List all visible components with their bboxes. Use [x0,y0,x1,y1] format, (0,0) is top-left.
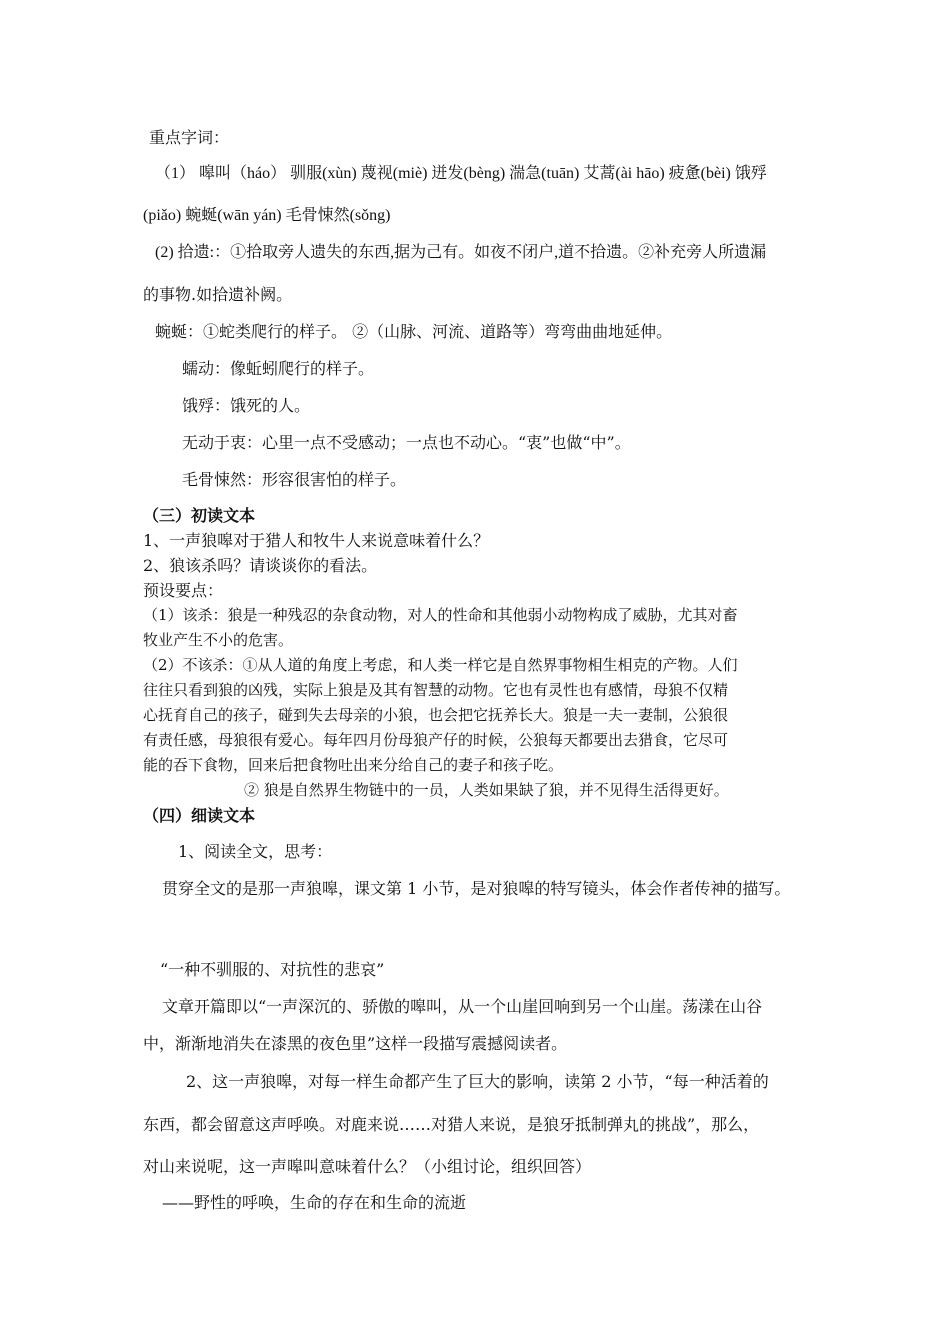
paragraph-line: （1）该杀：狼是一种残忍的杂食动物，对人的性命和其他弱小动物构成了威胁，尤其对畜 [143,606,738,624]
section-heading-key-words: 重点字词： [149,128,230,147]
paragraph-line: 心抚育自己的孩子，碰到失去母亲的小狼，也会把它抚养长大。狼是一夫一妻制，公狼很 [143,706,729,724]
paragraph-line: 的事物.如拾遗补阙。 [143,285,293,304]
definition-line: 蠕动：像蚯蚓爬行的样子。 [182,359,375,378]
paragraph-line: （2）不该杀：①从人道的角度上考虑，和人类一样它是自然界事物相生相克的产物。人们 [143,656,738,674]
question-line: 2、狼该杀吗？请谈谈你的看法。 [143,556,378,575]
paragraph-line: (2) 拾遗:：①拾取旁人遗失的东西,据为己有。如夜不闭户,道不拾遗。②补充旁人所遗漏 [155,244,767,261]
paragraph-line: 预设要点： [143,581,224,600]
paragraph-line: 中，渐渐地消失在漆黑的夜色里”这样一段描写震撼阅读者。 [143,1034,568,1053]
paragraph-line: （1） 嗥叫（háo） 驯服(xùn) 蔑视(miè) 迸发(bèng) 湍急(tuān) 艾蒿(ài hāo) 疲惫(bèi) 饿殍 [155,165,767,182]
section-heading-close-reading: （四）细读文本 [143,806,256,825]
paragraph-line: ② 狼是自然界生物链中的一员，人类如果缺了狼，并不见得生活得更好。 [244,781,729,799]
paragraph-line: 1、阅读全文，思考： [178,842,333,861]
paragraph-line: 往往只看到狼的凶残，实际上狼是及其有智慧的动物。它也有灵性也有感情，母狼不仅精 [143,681,729,699]
paragraph-line: 有责任感，母狼很有爱心。每年四月份母狼产仔的时候，公狼每天都要出去猎食，它尽可 [143,731,729,749]
paragraph-line: ——野性的呼唤，生命的存在和生命的流逝 [162,1193,467,1212]
definition-line: 无动于衷：心里一点不受感动；一点也不动心。“衷”也做“中”。 [182,433,631,452]
paragraph-line: 贯穿全文的是那一声狼嗥，课文第 1 小节，是对狼嗥的特写镜头，体会作者传神的描写。 [162,879,791,898]
paragraph-line: 能的吞下食物，回来后把食物吐出来分给自己的妻子和孩子吃。 [143,756,564,774]
paragraph-line: 文章开篇即以“一声深沉的、骄傲的嗥叫，从一个山崖回响到另一个山崖。荡漾在山谷 [162,997,763,1016]
paragraph-line: 对山来说呢，这一声嗥叫意味着什么？（小组讨论，组织回答） [143,1157,592,1176]
question-line: 1、一声狼嗥对于猎人和牧牛人来说意味着什么？ [143,531,490,550]
definition-line: 蜿蜒：①蛇类爬行的样子。 ②（山脉、河流、道路等）弯弯曲曲地延伸。 [155,322,673,341]
paragraph-line: 牧业产生不小的危害。 [143,631,294,649]
paragraph-line: (piǎo) 蜿蜒(wān yán) 毛骨悚然(sǒng) [143,207,391,224]
paragraph-line: 东西，都会留意这声呼唤。对鹿来说……对猎人来说，是狼牙抵制弹丸的挑战”，那么， [143,1115,760,1134]
quote-line: “一种不驯服的、对抗性的悲哀” [160,960,385,979]
paragraph-line: 2、这一声狼嗥，对每一样生命都产生了巨大的影响，读第 2 小节，“每一种活着的 [186,1072,769,1091]
section-heading-first-reading: （三）初读文本 [143,506,256,525]
definition-line: 饿殍：饿死的人。 [182,396,311,415]
definition-line: 毛骨悚然：形容很害怕的样子。 [182,470,407,489]
